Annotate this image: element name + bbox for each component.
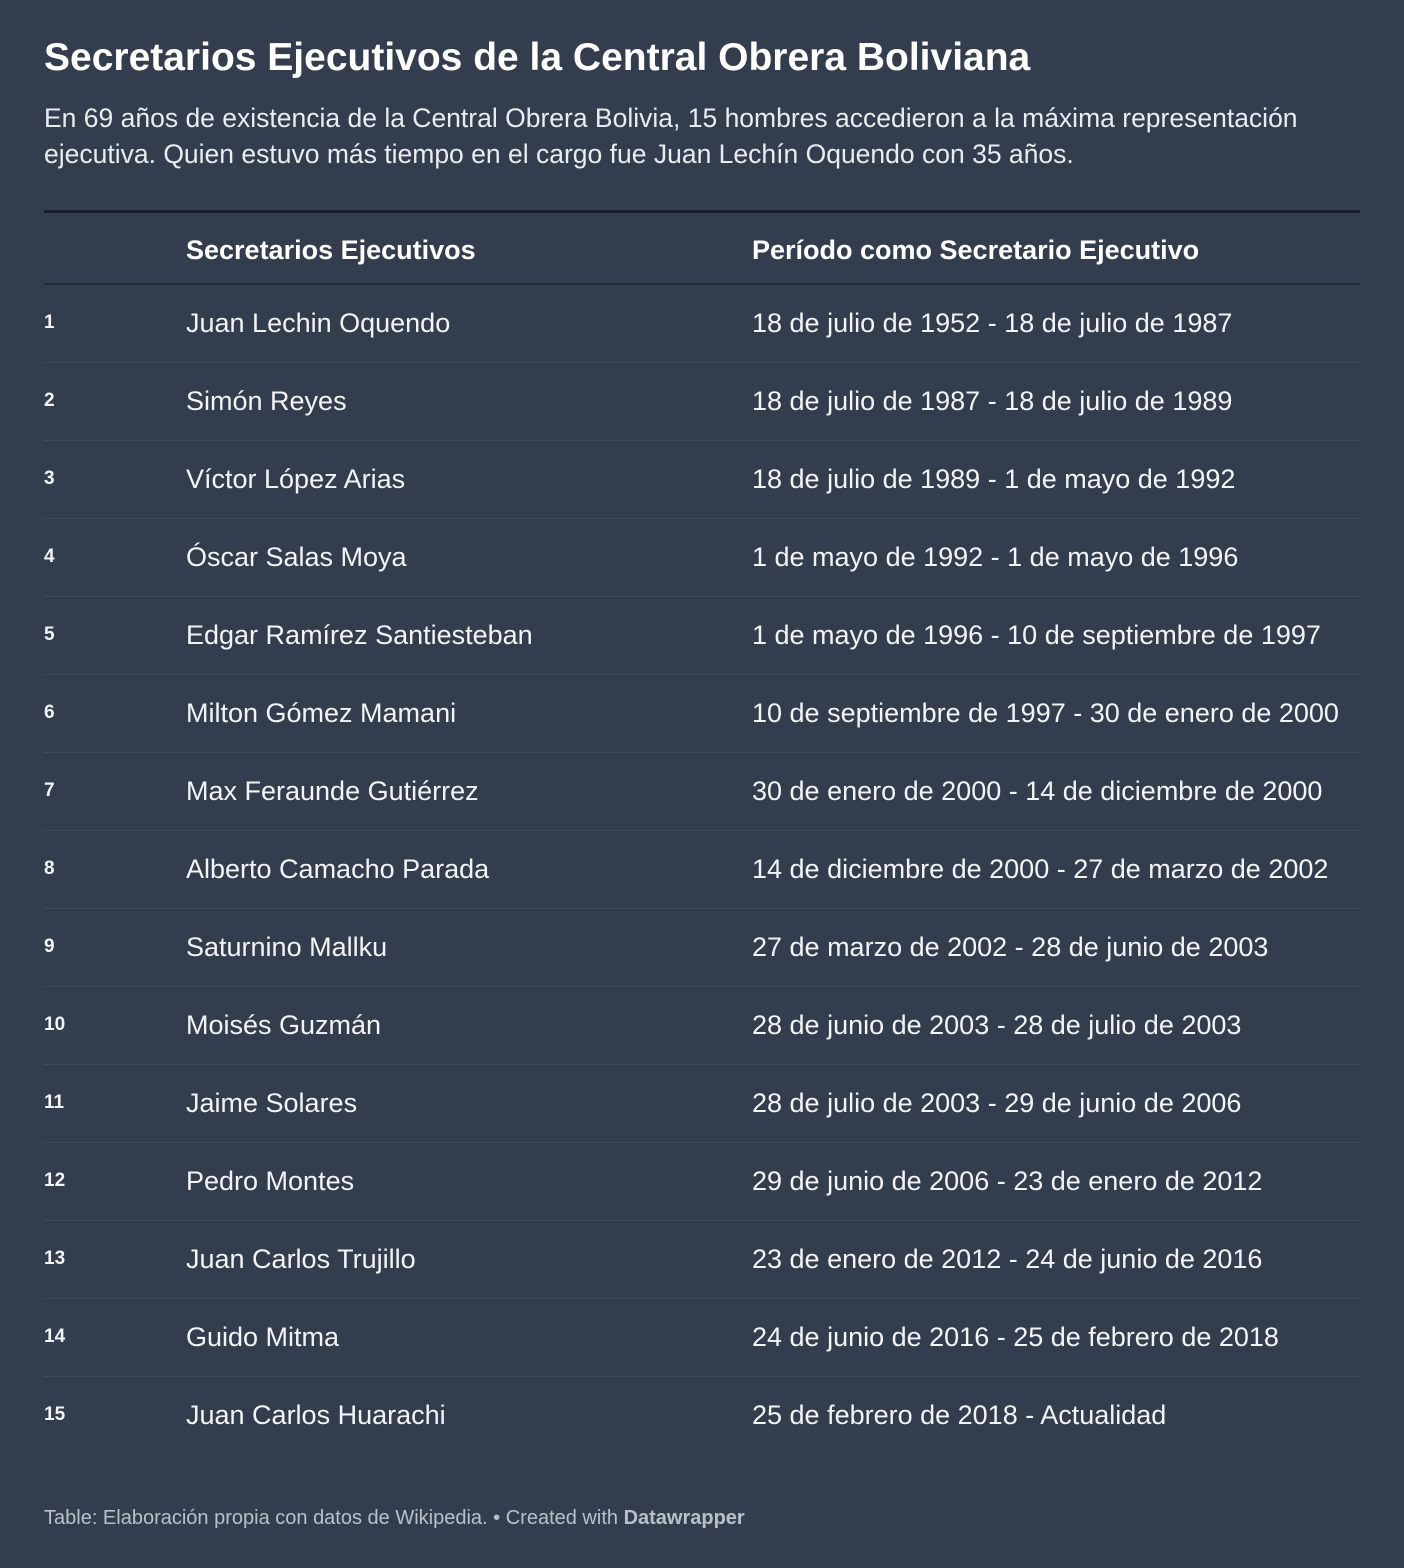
secretary-name: Guido Mitma: [186, 1322, 340, 1352]
term-period: 23 de enero de 2012 - 24 de junio de 2016: [752, 1244, 1263, 1274]
table-header: [44, 213, 1360, 285]
row-number: 11: [44, 1092, 65, 1113]
table-row: [44, 987, 1360, 1065]
secretary-name: Juan Carlos Huarachi: [186, 1400, 446, 1430]
secretary-name: Alberto Camacho Parada: [186, 854, 490, 884]
row-number: 3: [44, 468, 55, 489]
row-number: 2: [44, 390, 55, 411]
chart-footer: [44, 1505, 745, 1531]
secretary-name: Simón Reyes: [186, 386, 347, 416]
term-period: 1 de mayo de 1996 - 10 de septiembre de 1997: [752, 620, 1321, 650]
secretary-name: Max Feraunde Gutiérrez: [186, 776, 479, 806]
table-row: [44, 1377, 1360, 1454]
row-number: 1: [44, 312, 55, 333]
secretary-name: Juan Carlos Trujillo: [186, 1244, 416, 1274]
term-period: 14 de diciembre de 2000 - 27 de marzo de 2002: [752, 854, 1329, 884]
secretary-name: Pedro Montes: [186, 1166, 355, 1196]
secretary-name: Víctor López Arias: [186, 464, 406, 494]
table-body: [44, 285, 1360, 1454]
term-period: 1 de mayo de 1992 - 1 de mayo de 1996: [752, 542, 1239, 572]
table-row: [44, 285, 1360, 363]
row-number: 5: [44, 624, 55, 645]
secretary-name: Edgar Ramírez Santiesteban: [186, 620, 533, 650]
table-row: [44, 1065, 1360, 1143]
row-number: 15: [44, 1404, 66, 1425]
row-number: 8: [44, 858, 55, 879]
row-number: 9: [44, 936, 55, 957]
term-period: 25 de febrero de 2018 - Actualidad: [752, 1400, 1167, 1430]
table-row: [44, 909, 1360, 987]
table-row: [44, 597, 1360, 675]
secretary-name: Moisés Guzmán: [186, 1010, 382, 1040]
footer-source: Table: Elaboración propia con datos de Wikipedia. • Created with: [44, 1507, 624, 1529]
row-number: 7: [44, 780, 55, 801]
footer-brand: Datawrapper: [623, 1507, 745, 1529]
table-row: [44, 1299, 1360, 1377]
table-row: [44, 1143, 1360, 1221]
term-period: 18 de julio de 1987 - 18 de julio de 1989: [752, 386, 1233, 416]
secretary-name: Jaime Solares: [186, 1088, 358, 1118]
term-period: 30 de enero de 2000 - 14 de diciembre de 2000: [752, 776, 1323, 806]
row-number: 13: [44, 1248, 66, 1269]
term-period: 28 de junio de 2003 - 28 de julio de 2003: [752, 1010, 1242, 1040]
table-row: [44, 519, 1360, 597]
table-row: [44, 831, 1360, 909]
row-number: 14: [44, 1326, 66, 1347]
row-number: 6: [44, 702, 55, 723]
term-period: 18 de julio de 1952 - 18 de julio de 1987: [752, 308, 1233, 338]
term-period: 28 de julio de 2003 - 29 de junio de 2006: [752, 1088, 1242, 1118]
secretary-name: Milton Gómez Mamani: [186, 698, 457, 728]
secretary-name: Óscar Salas Moya: [186, 542, 407, 572]
term-period: 27 de marzo de 2002 - 28 de junio de 2003: [752, 932, 1269, 962]
term-period: 29 de junio de 2006 - 23 de enero de 2012: [752, 1166, 1263, 1196]
chart-title: Secretarios Ejecutivos de la Central Obrera Boliviana: [44, 36, 1031, 79]
table-row: [44, 675, 1360, 753]
term-period: 24 de junio de 2016 - 25 de febrero de 2018: [752, 1322, 1279, 1352]
row-number: 4: [44, 546, 55, 567]
column-header-name: Secretarios Ejecutivos: [186, 235, 476, 265]
secretary-name: Juan Lechin Oquendo: [186, 308, 451, 338]
table-row: [44, 441, 1360, 519]
column-header-period: Período como Secretario Ejecutivo: [752, 235, 1200, 265]
data-table: [44, 210, 1360, 1454]
table-row: [44, 1221, 1360, 1299]
term-period: 10 de septiembre de 1997 - 30 de enero de 2000: [752, 698, 1339, 728]
secretary-name: Saturnino Mallku: [186, 932, 388, 962]
table-row: [44, 363, 1360, 441]
row-number: 12: [44, 1170, 66, 1191]
chart-subtitle: En 69 años de existencia de la Central Obrera Bolivia, 15 hombres accedieron a la máxima representación ejecutiva. Quien estuvo más tiempo en el cargo fue Juan Lechín Oquendo con 35 años.: [44, 103, 1298, 169]
term-period: 18 de julio de 1989 - 1 de mayo de 1992: [752, 464, 1236, 494]
table-row: [44, 753, 1360, 831]
row-number: 10: [44, 1014, 66, 1035]
